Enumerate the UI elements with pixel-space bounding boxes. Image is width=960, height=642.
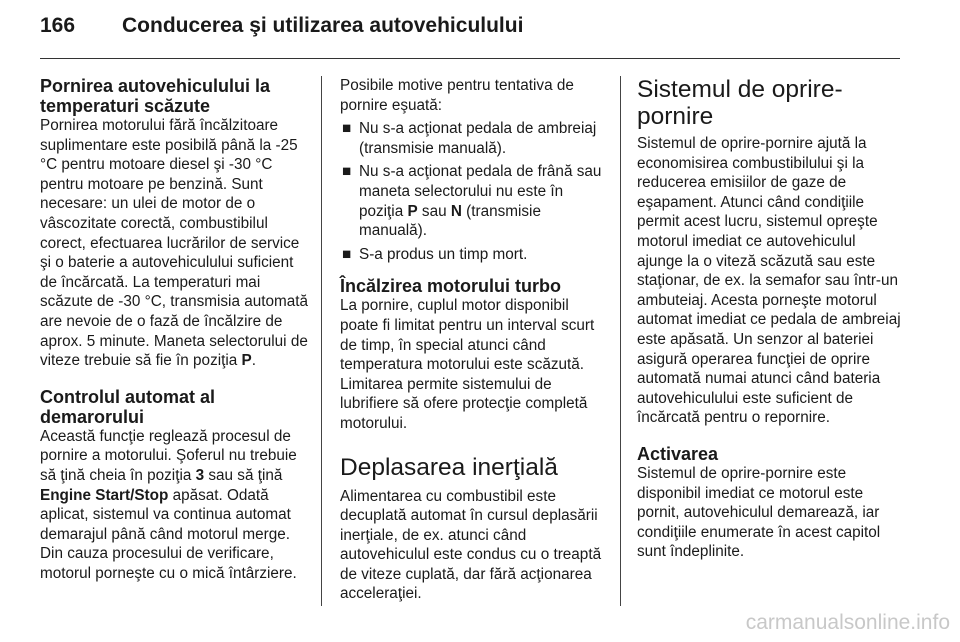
failed-start-intro: Posibile motive pentru tentativa de pornire eşuată: [340,77,574,114]
section-title-stop-start: Sistemul de oprire-pornire [637,76,843,130]
column-2 [340,76,608,604]
column-divider-1 [321,76,322,606]
section-text-stop-start: Sistemul de oprire-pornire ajută la economisirea combustibilului şi la reducerea emisiilor de gaze de eşapament. Atunci când condiţiile permit acest lucru, sistemul opreşte motorul imediat ce autovehiculul ajunge la o viteză scăzută sau este staţionar, de ex. la semafor sau într-un ambuteiaj. Acesta porneşte motorul automat imediat ce pedala de ambreiaj este apăsată. Un senzor al bateriei asigură operarea funcţiei de oprire automată numai atunci când bateria autovehiculului este suficient de încărcată pentru o repornire. [637,135,901,427]
section-title-activation: Activarea [637,443,719,464]
bullet-icon: ■ [342,245,352,263]
section-text-activation: Sistemul de oprire-pornire este disponibil imediat ce motorul este pornit, autovehiculul demarează, iar condiţiile enumerate în acest capitol sunt îndeplinite. [637,464,881,561]
section-title-turbo: Încălzirea motorului turbo [340,276,562,297]
list-item: ■ Nu s-a acţionat pedala de frână sau maneta selectorului nu este în poziţia P sau N (transmisie manuală). [342,163,602,240]
column-1 [40,76,308,583]
column-3 [637,76,905,562]
column-divider-2 [620,76,621,606]
failed-start-list [340,119,608,264]
section-text-turbo: La pornire, cuplul motor disponibil poate fi limitat pentru un interval scurt de timp, în special atunci când temperatura motorului este scăzută. Limitarea permite sistemului de lubrifiere să ofere protecţie completă motorului. [340,297,595,432]
chapter-title: Conducerea şi utilizarea autovehiculului [122,14,524,37]
watermark: carmanualsonline.info [745,611,950,634]
section-text-auto-starter: Această funcţie reglează procesul de pornire a motorului. Şoferul nu trebuie să ţină cheia în poziţia 3 sau să ţină Engine Start/Stop apăsat. Odată aplicat, sistemul va continua automat demarajul până când motorul merge. Din cauza procesului de verificare, motorul porneşte cu o mică întârziere. [40,427,297,582]
section-text-coasting: Alimentarea cu combustibil este decuplată automat în cursul deplasării inerţiale, de ex. atunci când autovehiculul este condus cu o treaptă de viteze cuplată, dar fără acţionarea acceleraţiei. [340,487,602,603]
header-rule [40,58,900,59]
bullet-icon: ■ [342,120,352,138]
section-title-auto-starter: Controlul automat al demarorului [40,386,215,427]
section-title-cold-start: Pornirea autovehiculului la temperaturi scăzute [40,76,271,116]
list-item: ■ Nu s-a acţionat pedala de ambreiaj (transmisie manuală). [342,120,597,157]
page-number: 166 [40,14,76,37]
page-header [40,14,900,54]
bullet-icon: ■ [342,163,352,181]
list-item: ■ S-a produs un timp mort. [342,245,528,263]
section-text-cold-start: Pornirea motorului fără încălzitoare suplimentare este posibilă până la -25 °C pentru motoare diesel şi -30 °C pentru motoare pe benzină. Sunt necesare: un ulei de motor de o vâscozitate corectă, combustibilul corect, efectuarea lucrărilor de service şi o baterie a autovehiculului suficient de încărcată. La temperaturi mai scăzute de -30 °C, transmisia automată are nevoie de o fază de încălzire de aprox. 5 minute. Maneta selectorului de viteze trebuie să fie în poziţia P. [40,117,308,370]
section-title-coasting: Deplasarea inerţială [340,453,558,481]
